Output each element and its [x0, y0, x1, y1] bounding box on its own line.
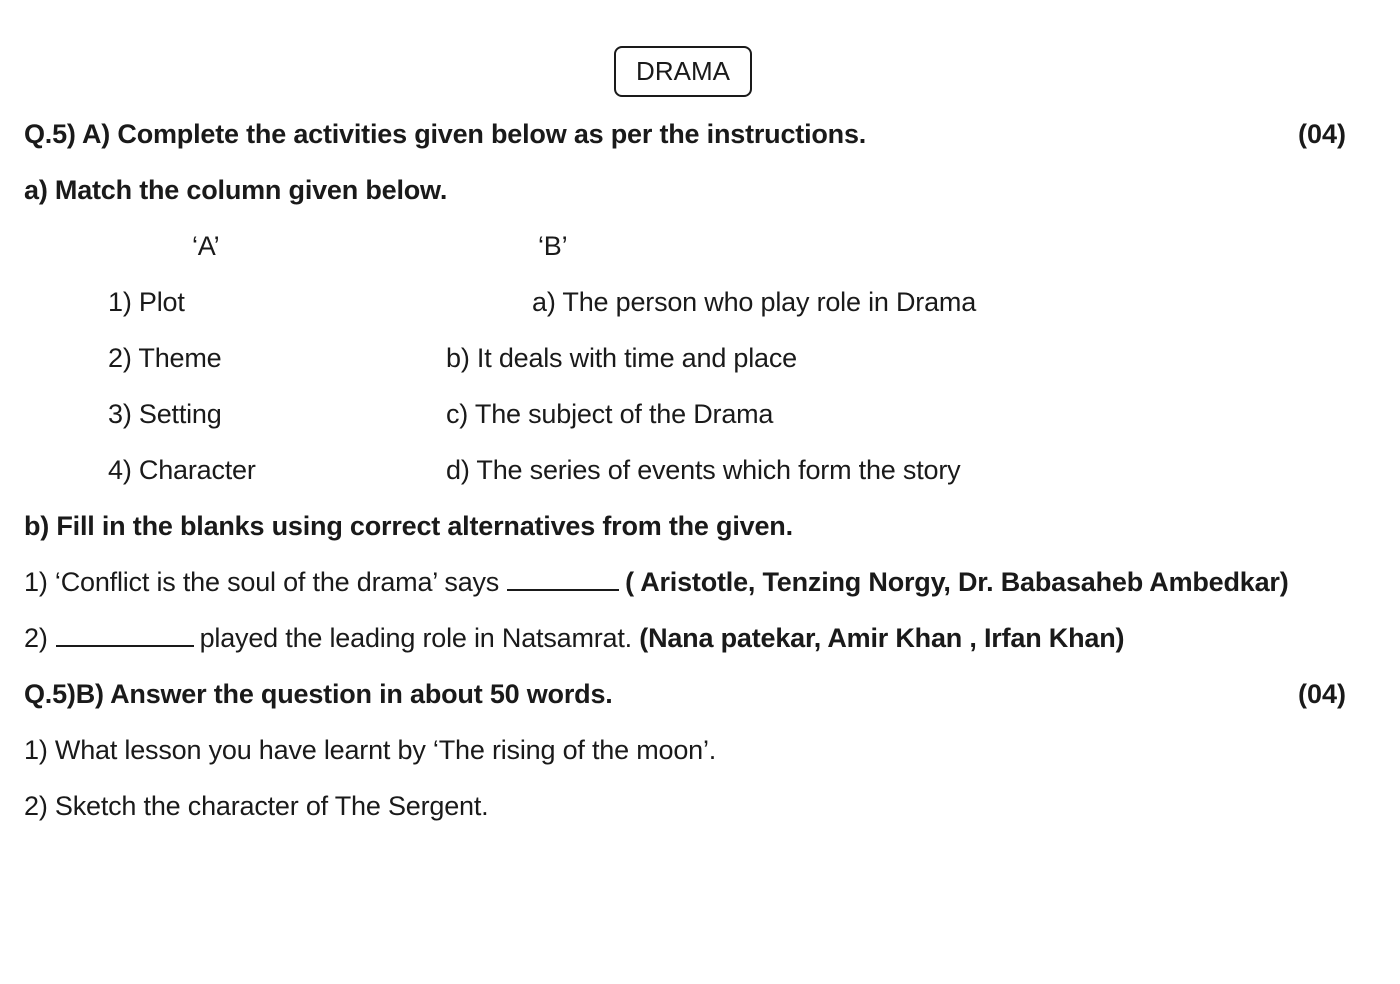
drama-title-box: [614, 46, 752, 97]
answer-question-1: 1) What lesson you have learnt by ‘The rising of the moon’.: [24, 735, 717, 765]
column-b-item: a) The person who play role in Drama: [532, 287, 977, 317]
answer-question-2: 2) Sketch the character of The Sergent.: [24, 791, 489, 821]
answer-blank: [507, 567, 619, 591]
column-a-item: 4) Character: [108, 455, 256, 485]
fill-question-2: [24, 621, 1124, 655]
column-b-item: b) It deals with time and place: [446, 343, 797, 373]
section-a-heading: Q.5) A) Complete the activities given below as per the instructions.: [24, 119, 867, 149]
fill-instruction: b) Fill in the blanks using correct alternatives from the given.: [24, 511, 793, 541]
answer-blank: [56, 623, 194, 647]
drama-title: DRAMA: [636, 56, 730, 86]
section-b-heading: Q.5)B) Answer the question in about 50 words.: [24, 679, 613, 709]
fill-question-1: [24, 565, 1289, 599]
column-a-item: 1) Plot: [108, 287, 185, 317]
column-b-item: d) The series of events which form the story: [446, 455, 961, 485]
column-a-header: ‘A’: [192, 231, 220, 261]
match-instruction: a) Match the column given below.: [24, 175, 448, 205]
column-b-header: ‘B’: [538, 231, 568, 261]
fill-question-2-number: 2): [24, 623, 48, 653]
fill-question-1-options: ( Aristotle, Tenzing Norgy, Dr. Babasaheb Ambedkar): [625, 567, 1289, 597]
section-a-marks: (04): [1297, 119, 1346, 149]
fill-question-1-text: 1) ‘Conflict is the soul of the drama’ says: [24, 567, 500, 597]
column-b-item: c) The subject of the Drama: [446, 399, 774, 429]
fill-question-2-options: (Nana patekar, Amir Khan , Irfan Khan): [639, 623, 1125, 653]
column-a-item: 3) Setting: [108, 399, 222, 429]
fill-question-2-text: played the leading role in Natsamrat.: [199, 623, 632, 653]
section-b-marks: (04): [1297, 679, 1346, 709]
column-a-item: 2) Theme: [108, 343, 222, 373]
